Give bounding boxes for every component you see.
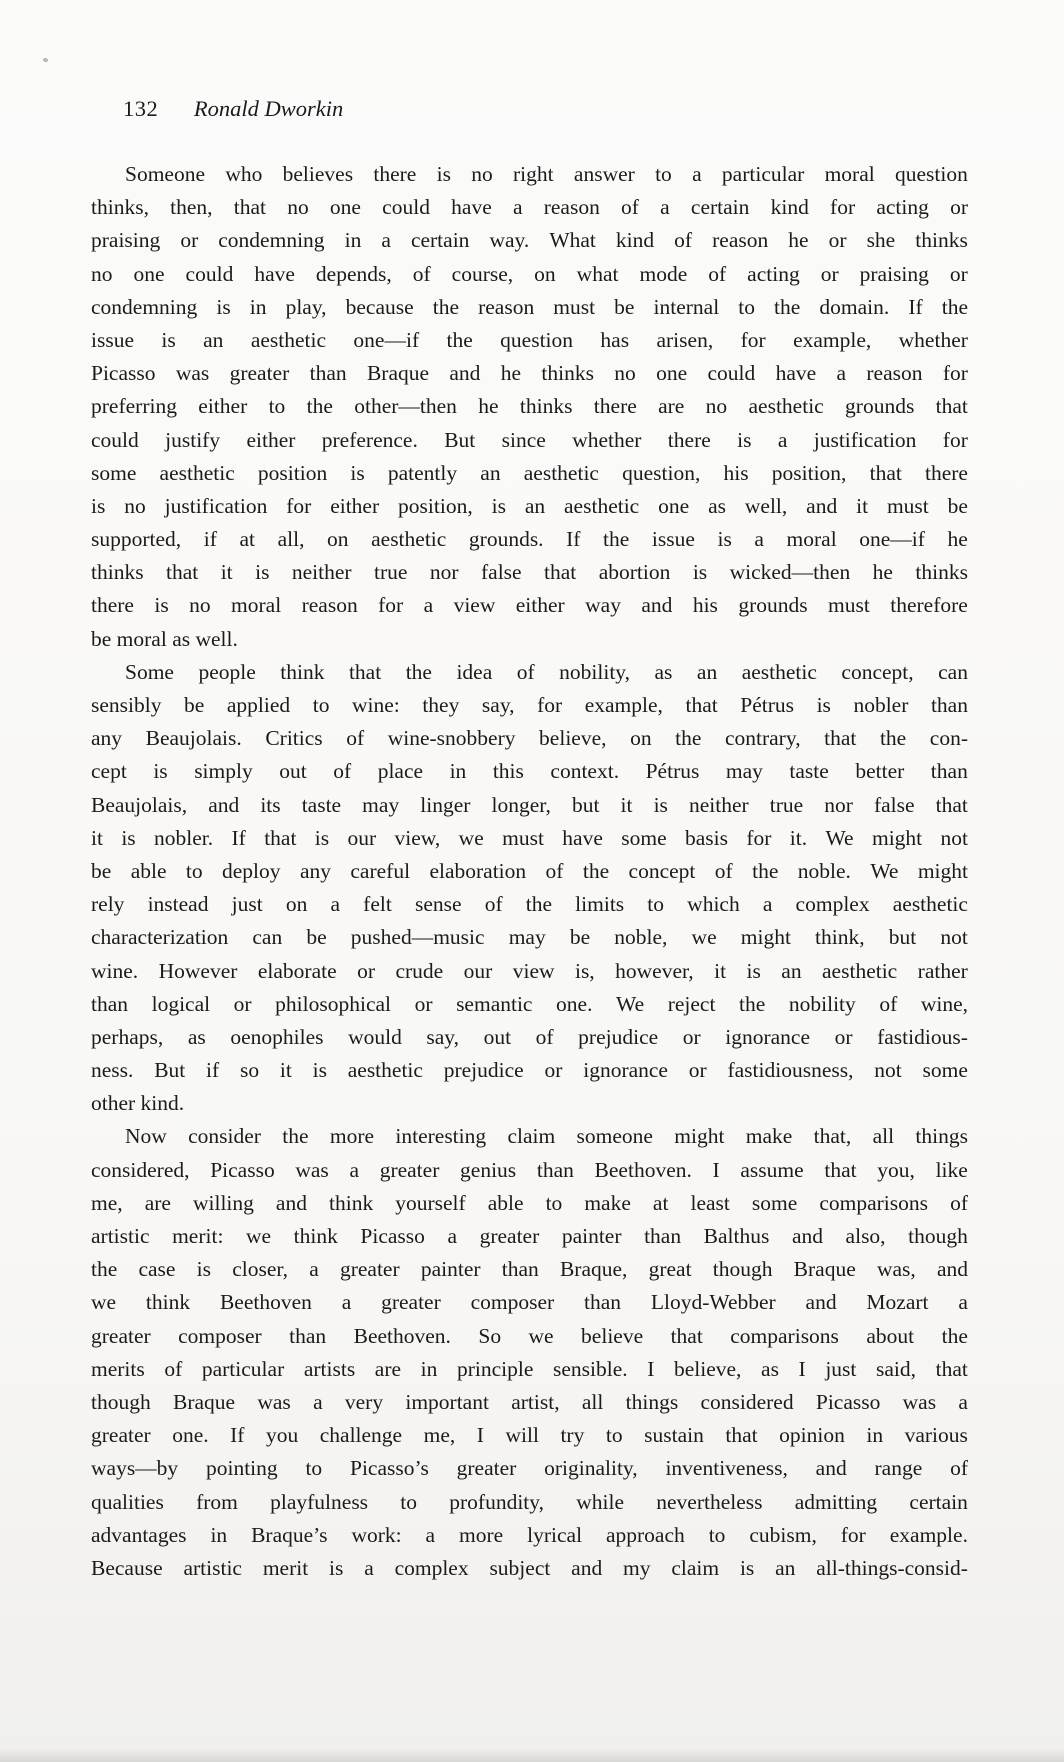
text-line: Because artistic merit is a complex subject and my claim is an all-things-consid-	[91, 1555, 968, 1580]
paragraph	[91, 158, 968, 656]
scan-speck	[42, 57, 48, 63]
text-line: we think Beethoven a greater composer than Lloyd-Webber and Mozart a	[91, 1290, 968, 1315]
text-line: praising or condemning in a certain way. What kind of reason he or she thinks	[91, 228, 968, 253]
text-line: Beaujolais, and its taste may linger longer, but it is neither true nor false that	[91, 792, 968, 817]
text-line: me, are willing and think yourself able to make at least some comparisons of	[91, 1190, 968, 1215]
text-line: condemning is in play, because the reason must be internal to the domain. If the	[91, 294, 968, 319]
text-line: greater one. If you challenge me, I will try to sustain that opinion in various	[91, 1423, 968, 1448]
running-title: Ronald Dworkin	[193, 96, 344, 121]
paragraph	[91, 656, 968, 1121]
text-line: some aesthetic position is patently an aesthetic question, his position, that there	[91, 460, 968, 485]
text-line: the case is closer, a greater painter than Braque, great though Braque was, and	[91, 1257, 968, 1282]
text-line: sensibly be applied to wine: they say, for example, that Pétrus is nobler than	[91, 693, 968, 717]
text-line: ways—by pointing to Picasso’s greater originality, inventiveness, and range of	[91, 1456, 968, 1481]
text-line: than logical or philosophical or semantic one. We reject the nobility of wine,	[91, 991, 968, 1016]
text-line: wine. However elaborate or crude our view is, however, it is an aesthetic rather	[91, 958, 968, 983]
text-line: though Braque was a very important artist, all things considered Picasso was a	[91, 1389, 968, 1414]
text-line: artistic merit: we think Picasso a greater painter than Balthus and also, though	[91, 1224, 968, 1248]
text-line: be able to deploy any careful elaboration of the concept of the noble. We might	[91, 858, 968, 883]
text-line: could justify either preference. But since whether there is a justification for	[91, 427, 968, 452]
scan-shadow	[0, 1748, 1064, 1762]
text-line: preferring either to the other—then he thinks there are no aesthetic grounds that	[91, 394, 968, 419]
page-number: 132	[123, 96, 159, 121]
page-header	[123, 0, 1064, 122]
text-line: other kind.	[91, 1091, 185, 1116]
text-line: cept is simply out of place in this context. Pétrus may taste better than	[91, 759, 968, 784]
text-line: perhaps, as oenophiles would say, out of prejudice or ignorance or fastidious-	[91, 1024, 968, 1049]
text-line: thinks that it is neither true nor false that abortion is wicked—then he thinks	[91, 560, 968, 585]
text-line: ness. But if so it is aesthetic prejudice or ignorance or fastidiousness, not some	[91, 1058, 968, 1083]
text-line: no one could have depends, of course, on what mode of acting or praising or	[91, 261, 968, 286]
text-line: there is no moral reason for a view either way and his grounds must therefore	[91, 593, 968, 618]
text-line: thinks, then, that no one could have a reason of a certain kind for acting or	[91, 195, 968, 220]
text-line: Some people think that the idea of nobility, as an aesthetic concept, can	[125, 659, 968, 684]
text-line: it is nobler. If that is our view, we must have some basis for it. We might not	[91, 825, 968, 850]
text-line: greater composer than Beethoven. So we believe that comparisons about the	[91, 1323, 968, 1348]
text-line: issue is an aesthetic one—if the question has arisen, for example, whether	[91, 327, 968, 352]
text-line: any Beaujolais. Critics of wine-snobbery believe, on the contrary, that the con-	[91, 726, 968, 751]
page-body	[91, 158, 968, 1585]
text-line: characterization can be pushed—music may be noble, we might think, but not	[91, 925, 968, 950]
text-line: Someone who believes there is no right answer to a particular moral question	[125, 162, 968, 186]
text-line: rely instead just on a felt sense of the limits to which a complex aesthetic	[91, 892, 968, 917]
paragraph	[91, 1120, 968, 1585]
text-line: merits of particular artists are in principle sensible. I believe, as I just said, that	[91, 1356, 968, 1381]
text-line: Picasso was greater than Braque and he thinks no one could have a reason for	[91, 361, 968, 386]
text-line: be moral as well.	[91, 626, 238, 651]
text-line: advantages in Braque’s work: a more lyrical approach to cubism, for example.	[91, 1522, 968, 1547]
text-line: supported, if at all, on aesthetic grounds. If the issue is a moral one—if he	[91, 527, 968, 552]
text-line: considered, Picasso was a greater genius than Beethoven. I assume that you, like	[91, 1157, 968, 1182]
text-line: qualities from playfulness to profundity, while nevertheless admitting certain	[91, 1489, 968, 1514]
text-line: Now consider the more interesting claim someone might make that, all things	[125, 1124, 968, 1149]
text-line: is no justification for either position, is an aesthetic one as well, and it must be	[91, 493, 968, 518]
